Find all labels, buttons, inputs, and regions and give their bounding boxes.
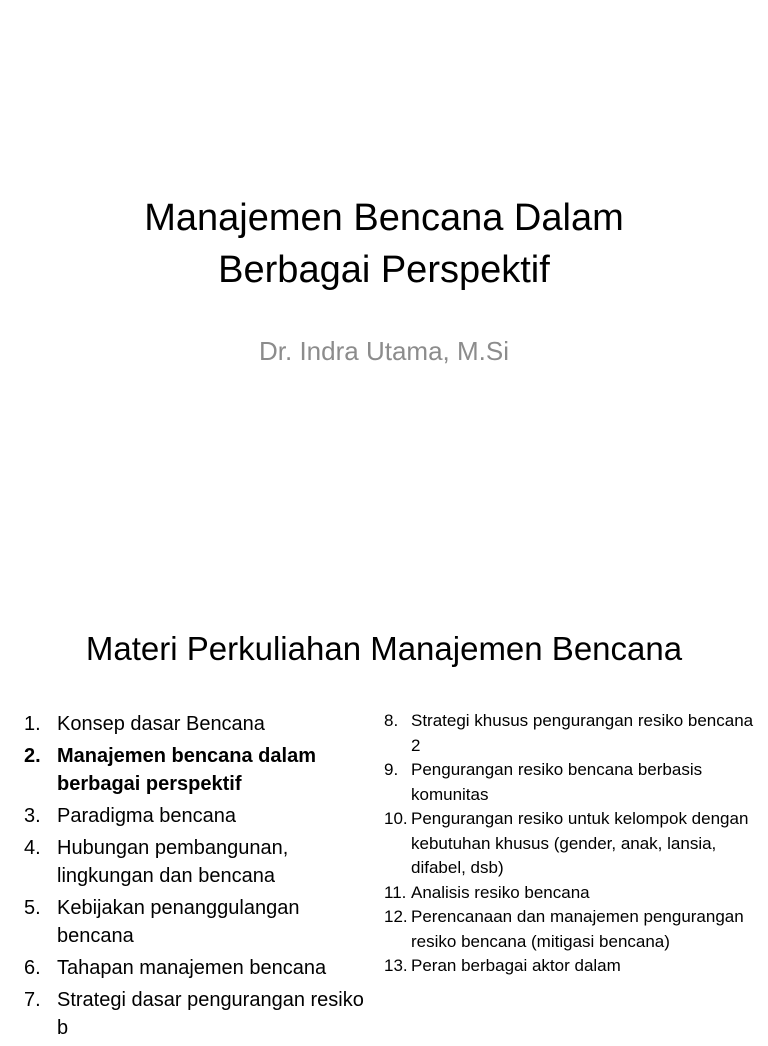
- list-item: [384, 709, 754, 758]
- list-item: [24, 802, 380, 830]
- course-materials-slide: [0, 590, 768, 1039]
- list-item-number: 11.: [384, 882, 407, 902]
- list-item-text: Analisis resiko bencana: [411, 882, 590, 902]
- list-item-number: 7.: [24, 989, 41, 1011]
- author-subtitle: Dr. Indra Utama, M.Si: [259, 336, 509, 366]
- list-item: [24, 986, 380, 1042]
- list-item-number: 4.: [24, 837, 41, 859]
- materials-list-left: [24, 710, 380, 1046]
- list-item: [24, 710, 380, 738]
- slide-title: [0, 192, 768, 296]
- list-item-number: 8.: [384, 711, 399, 730]
- list-item-text: Paradigma bencana: [57, 805, 237, 827]
- list-item-text: Pengurangan resiko untuk kelompok dengan kebutuhan khusus (gender, anak, lansia, difabel, dsb): [411, 809, 749, 877]
- list-item-text: Strategi khusus pengurangan resiko bencana 2: [411, 711, 754, 755]
- list-item-text: Strategi dasar pengurangan resiko b: [57, 989, 364, 1039]
- list-item-text: Manajemen bencana dalam berbagai perspektif: [57, 745, 316, 795]
- list-item-text: Tahapan manajemen bencana: [57, 957, 327, 979]
- list-item: [384, 758, 754, 807]
- materials-list-right: [384, 709, 754, 979]
- list-item-number: 6.: [24, 957, 41, 979]
- list-item-number: 5.: [24, 897, 41, 919]
- list-item-number: 13.: [384, 956, 408, 975]
- list-item-number: 12.: [384, 907, 408, 926]
- slide-title-line1: Manajemen Bencana Dalam: [144, 197, 624, 239]
- list-item-text: Kebijakan penanggulangan bencana: [57, 897, 300, 947]
- list-item: [384, 954, 754, 979]
- list-item-text: Hubungan pembangunan, lingkungan dan bencana: [57, 837, 289, 887]
- list-item-text: Konsep dasar Bencana: [57, 713, 265, 735]
- list-item: [384, 807, 754, 881]
- list-item-text: Peran berbagai aktor dalam: [411, 956, 621, 975]
- list-item: [24, 834, 380, 890]
- slide-title-line2: Berbagai Perspektif: [218, 249, 550, 291]
- list-item: [24, 894, 380, 950]
- list-item-text: Perencanaan dan manajemen pengurangan resiko bencana (mitigasi bencana): [411, 907, 744, 951]
- list-item-number: 1.: [24, 713, 41, 735]
- list-item-text: Pengurangan resiko bencana berbasis komunitas: [411, 760, 703, 804]
- list-item: [384, 881, 754, 906]
- list-item-current: [24, 742, 380, 798]
- list-item-number: 10.: [384, 809, 408, 828]
- list-item: [24, 954, 380, 982]
- slide-title: Materi Perkuliahan Manajemen Bencana: [85, 630, 683, 667]
- list-item: [384, 905, 754, 954]
- list-item-number: 9.: [384, 760, 399, 779]
- list-item-number: 2.: [24, 745, 41, 767]
- list-item-number: 3.: [24, 805, 41, 827]
